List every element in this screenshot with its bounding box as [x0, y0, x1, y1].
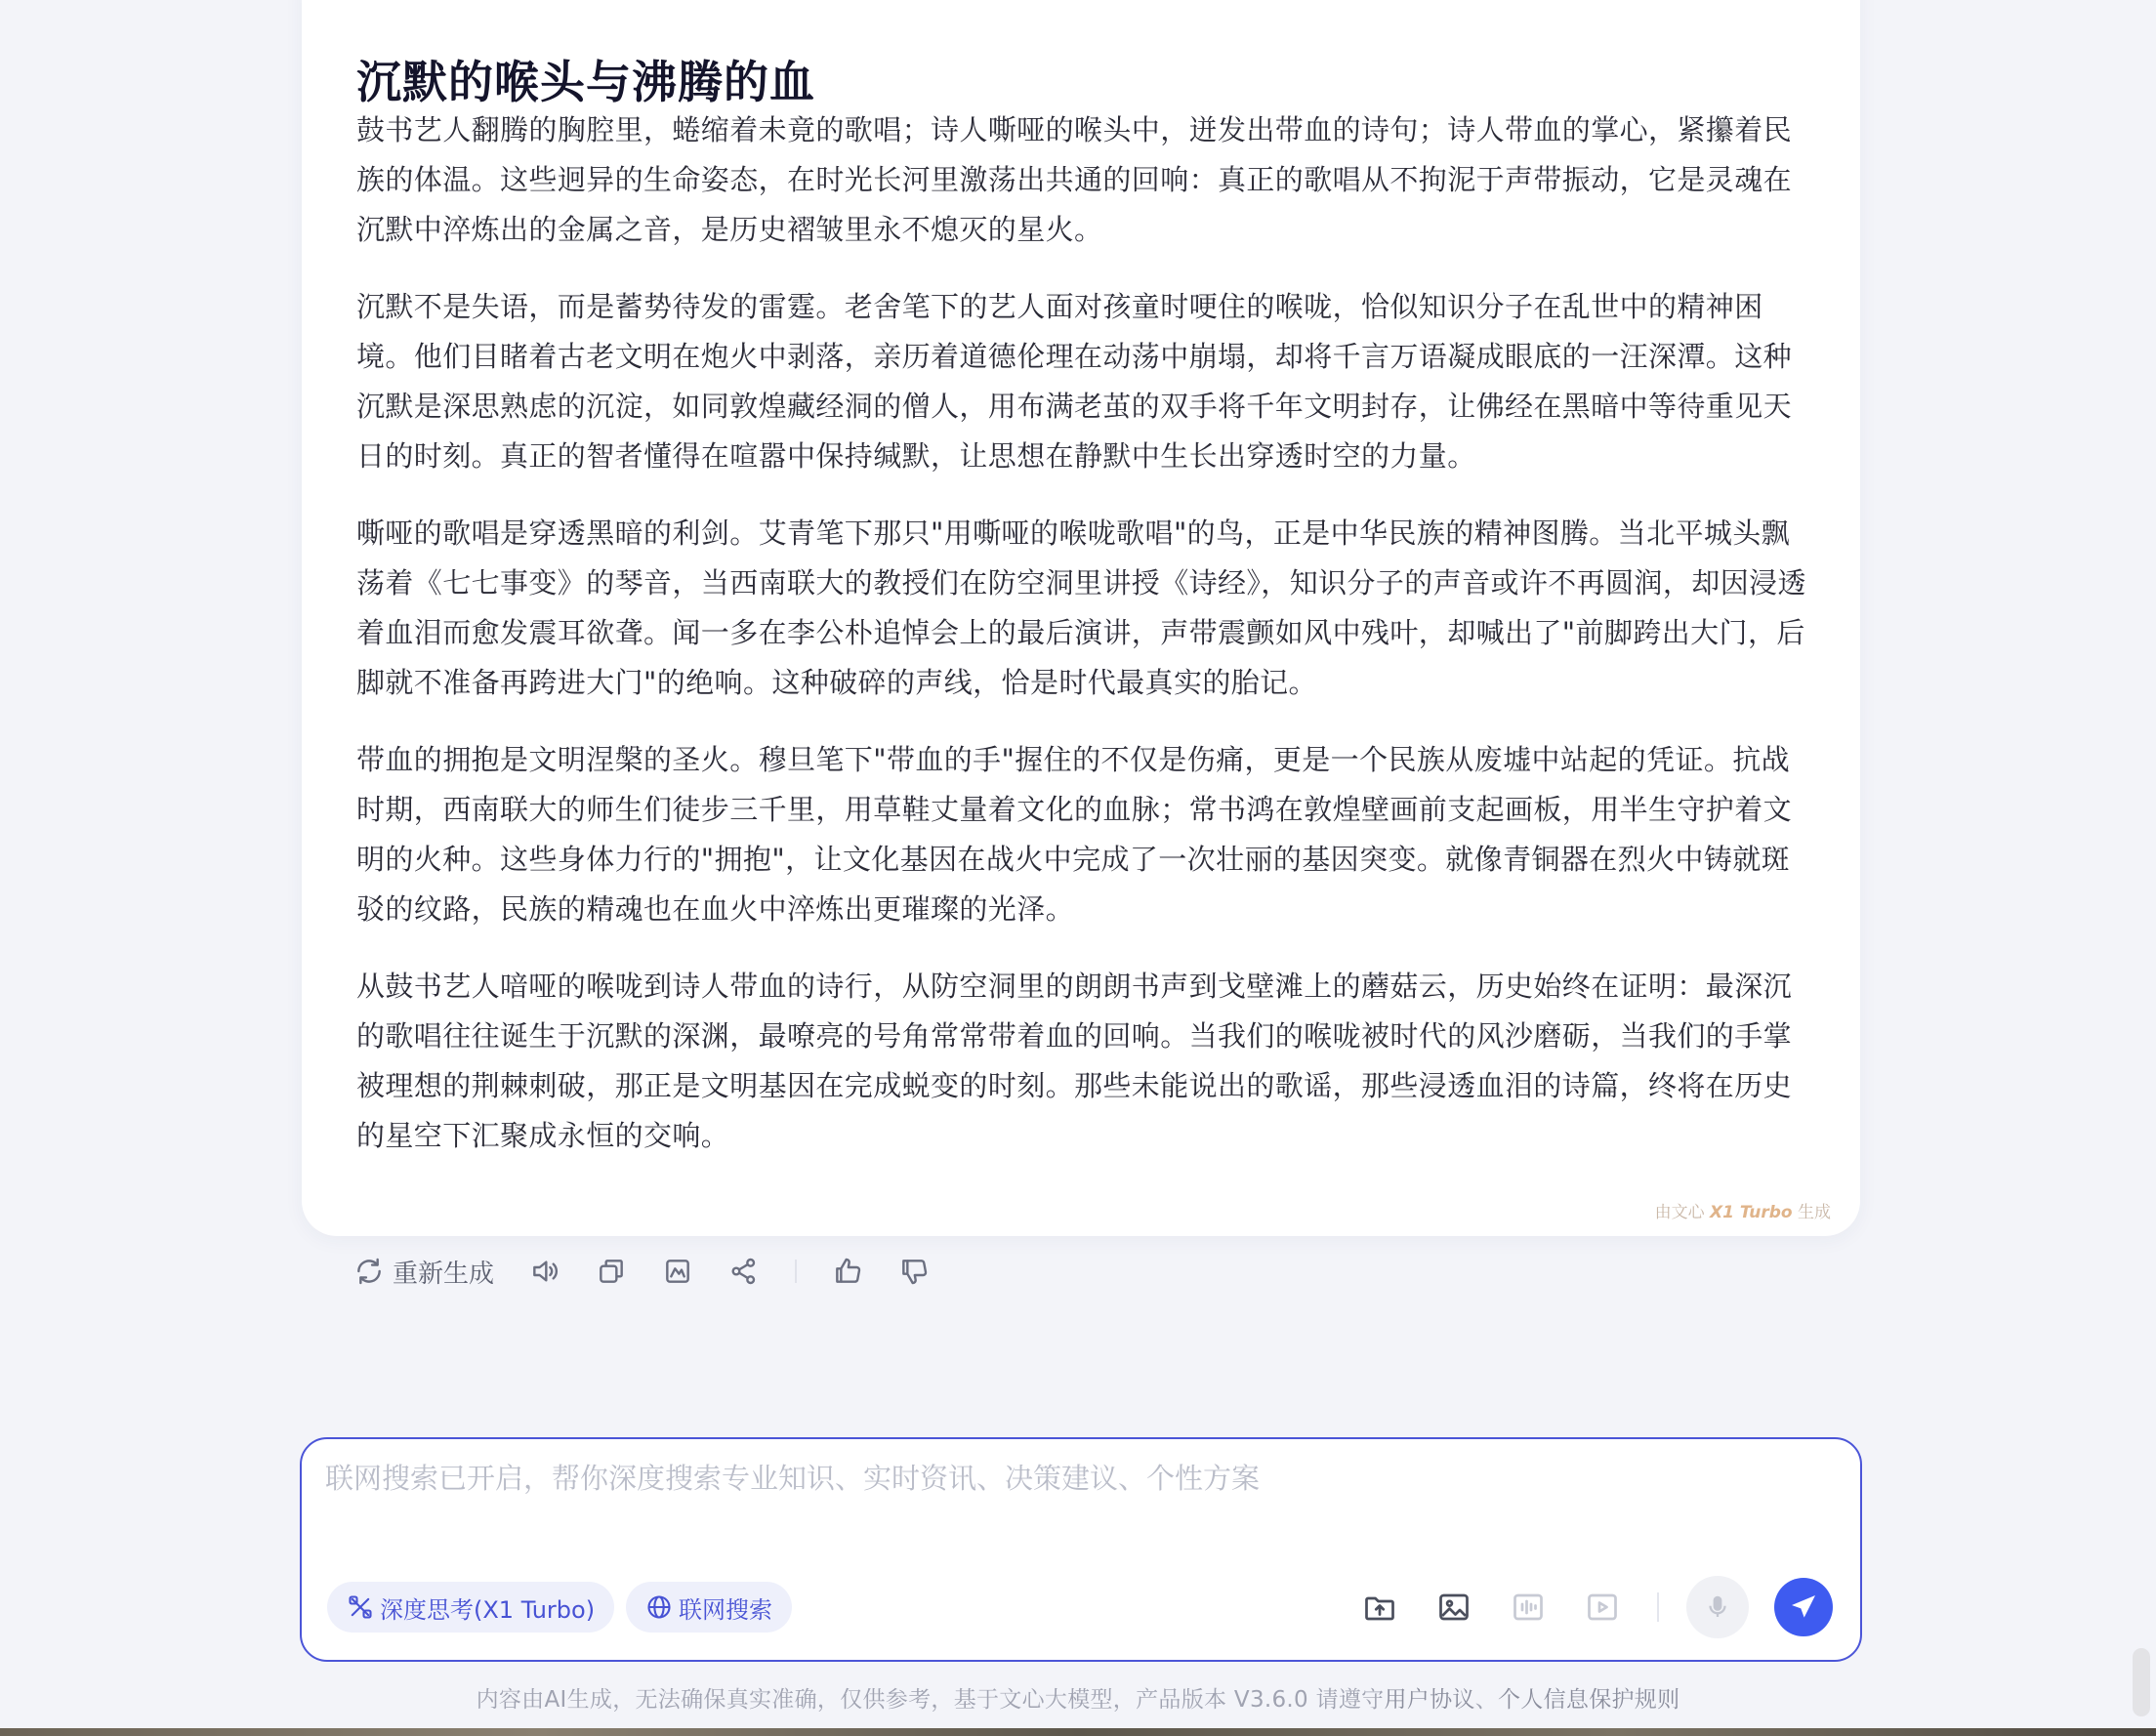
dislike-button[interactable] [898, 1256, 930, 1287]
footer-separator: 、 [1474, 1687, 1498, 1713]
answer-paragraph: 从鼓书艺人喑哑的喉咙到诗人带血的诗行，从防空洞里的朗朗书声到戈壁滩上的蘑菇云，历史始终在证明：最深沉的歌唱往往诞生于沉默的深渊，最嘹亮的号角常常带着血的回响。当我们的喉咙被时代的风沙磨砺，当我们的手掌被理想的荆棘刺破，那正是文明基因在完成蜕变的时刻。那些未能说出的歌谣，那些浸透血泪的诗篇，终将在历史的星空下汇聚成永恒的交响。 [356, 970, 1793, 1152]
refresh-icon [353, 1256, 385, 1287]
disclaimer-text: 内容由AI生成，无法确保真实准确，仅供参考，基于文心大模型，产品版本 V3.6.0 请遵守 [476, 1687, 1385, 1713]
share-icon [728, 1256, 760, 1287]
answer-paragraph: 嘶哑的歌唱是穿透黑暗的利剑。艾青笔下那只"用嘶哑的喉咙歌唱"的鸟，正是中华民族的精神图腾。当北平城头飘荡着《七七事变》的琴音，当西南联大的教授们在防空洞里讲授《诗经》，知识分子的声音或许不再圆润，却因浸透着血泪而愈发震耳欲聋。闻一多在李公朴追悼会上的最后演讲，声带震颤如风中残叶，却喊出了"前脚跨出大门，后脚就不准备再跨进大门"的绝响。这种破碎的声线，恰是时代最真实的胎记。 [356, 517, 1806, 699]
user-agreement-link[interactable]: 用户协议 [1384, 1687, 1475, 1713]
image-export-icon [662, 1256, 693, 1287]
video-icon [1585, 1590, 1620, 1625]
image-export-button[interactable] [662, 1256, 693, 1287]
web-search-label: 联网搜索 [679, 1595, 772, 1624]
microphone-icon [1703, 1592, 1732, 1622]
video-upload-button[interactable] [1583, 1588, 1622, 1627]
image-icon [1436, 1590, 1472, 1625]
chat-input[interactable] [325, 1457, 1829, 1535]
answer-body [356, 105, 1811, 1188]
globe-icon [645, 1593, 673, 1621]
share-button[interactable] [728, 1256, 760, 1287]
desktop-edge [0, 1728, 2156, 1736]
answer-card [302, 0, 1860, 1236]
upload-file-button[interactable] [1360, 1588, 1399, 1627]
watermark-suffix: 生成 [1798, 1203, 1831, 1222]
upload-icon [1362, 1590, 1397, 1625]
deep-think-label: 深度思考(X1 Turbo) [380, 1595, 596, 1624]
deep-think-icon [347, 1593, 374, 1621]
web-search-toggle[interactable] [626, 1582, 792, 1633]
watermark-prefix: 由文心 [1654, 1203, 1705, 1222]
audio-upload-button[interactable] [1509, 1588, 1548, 1627]
deep-think-toggle[interactable] [327, 1582, 614, 1633]
toolbar-divider [1657, 1592, 1659, 1622]
like-button[interactable] [832, 1256, 863, 1287]
disclaimer-footer [0, 1681, 2156, 1714]
thumbs-down-icon [898, 1256, 930, 1287]
answer-paragraph: 鼓书艺人翻腾的胸腔里，蜷缩着未竟的歌唱；诗人嘶哑的喉头中，迸发出带血的诗句；诗人带血的掌心，紧攥着民族的体温。这些迥异的生命姿态，在时光长河里激荡出共通的回响：真正的歌唱从不拘泥于声带振动，它是灵魂在沉默中淬炼出的金属之音，是历史褶皱里永不熄灭的星火。 [356, 113, 1793, 246]
speaker-icon [529, 1256, 560, 1287]
read-aloud-button[interactable] [529, 1256, 560, 1287]
copy-button[interactable] [596, 1256, 627, 1287]
voice-input-button[interactable] [1686, 1576, 1749, 1638]
answer-paragraph: 带血的拥抱是文明涅槃的圣火。穆旦笔下"带血的手"握住的不仅是伤痛，更是一个民族从废墟中站起的凭证。抗战时期，西南联大的师生们徒步三千里，用草鞋丈量着文化的血脉；常书鸿在敦煌壁画前支起画板，用半生守护着文明的火种。这些身体力行的"拥抱"，让文化基因在战火中完成了一次壮丽的基因突变。就像青铜器在烈火中铸就斑驳的纹路，民族的精魂也在血火中淬炼出更璀璨的光泽。 [356, 743, 1793, 926]
regenerate-label: 重新生成 [393, 1259, 495, 1289]
thumbs-up-icon [832, 1256, 863, 1287]
audio-wave-icon [1511, 1590, 1546, 1625]
watermark-brand: X1 Turbo [1710, 1203, 1793, 1222]
privacy-rules-link[interactable]: 个人信息保护规则 [1498, 1687, 1680, 1713]
send-icon [1788, 1591, 1819, 1623]
answer-paragraph: 沉默不是失语，而是蓄势待发的雷霆。老舍笔下的艺人面对孩童时哽住的喉咙，恰似知识分子在乱世中的精神困境。他们目睹着古老文明在炮火中剥落，亲历着道德伦理在动荡中崩塌，却将千言万语凝成眼底的一汪深潭。这种沉默是深思熟虑的沉淀，如同敦煌藏经洞的僧人，用布满老茧的双手将千年文明封存，让佛经在黑暗中等待重见天日的时刻。真正的智者懂得在喧嚣中保持缄默，让思想在静默中生长出穿透时空的力量。 [356, 290, 1793, 473]
model-watermark [1655, 1198, 1831, 1222]
copy-icon [596, 1256, 627, 1287]
send-button[interactable] [1774, 1578, 1833, 1636]
action-divider [795, 1260, 797, 1283]
input-toolbar [1325, 1576, 1833, 1638]
scrollbar-thumb[interactable] [2133, 1648, 2150, 1716]
chat-input-box [300, 1437, 1862, 1662]
upload-image-button[interactable] [1434, 1588, 1473, 1627]
regenerate-button[interactable] [353, 1254, 494, 1290]
answer-title: 沉默的喉头与沸腾的血 [356, 56, 815, 108]
answer-action-bar [353, 1252, 965, 1291]
